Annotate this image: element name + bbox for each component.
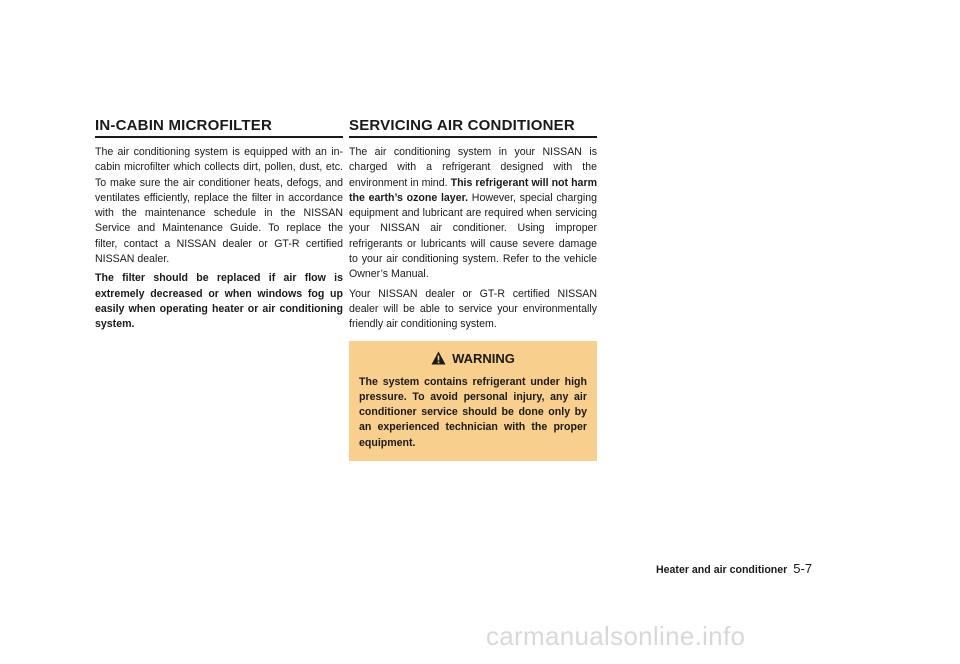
servicing-bold-text: This refrigerant will not harm the earth’s ozone layer. (349, 176, 597, 204)
microfilter-bold-paragraph: The filter should be replaced if air flow is extremely decreased or when windows fog up easily when operating heater or air conditioning system. (95, 272, 343, 331)
warning-title-row (359, 351, 587, 367)
servicing-air-conditioner-heading: SERVICING AIR CONDITIONER (349, 118, 597, 138)
servicing-text-start: The air conditioning system in your NISSAN is charged with a refrigerant designed with the environment in mind. (349, 146, 597, 189)
servicing-paragraph-2: Your NISSAN dealer or GT-R certified NISSAN dealer will be able to service your environmentally friendly air conditioning system. (349, 287, 597, 331)
left-column (95, 118, 343, 337)
warning-title: WARNING (452, 350, 515, 366)
servicing-text-end: However, special charging equipment and lubricant are required when servicing your NISSAN air conditioner. Using improper refrigerants or lubricants will cause severe damage to your air conditioning system. Refer to the vehicle Owner’s Manual. (349, 191, 597, 281)
page-footer (656, 561, 812, 576)
servicing-paragraph-1 (349, 145, 597, 283)
warning-body: The system contains refrigerant under high pressure. To avoid personal injury, any air conditioner service should be done only by an experienced technician with the proper equipment. (359, 375, 587, 449)
page-number: 5-7 (793, 561, 813, 576)
microfilter-paragraph: The air conditioning system is equipped with an in-cabin microfilter which collects dirt, pollen, dust, etc. To make sure the air conditioner heats, defogs, and ventilates efficiently, replace the filter in accordance with the maintenance schedule in the NISSAN Service and Maintenance Guide. To replace the filter, contact a NISSAN dealer or GT-R certified NISSAN dealer. (95, 146, 343, 266)
in-cabin-microfilter-heading: IN-CABIN MICROFILTER (95, 118, 343, 138)
warning-box (349, 341, 597, 461)
warning-triangle-icon (431, 351, 446, 365)
watermark: carmanualsonline.info (486, 621, 746, 651)
footer-section-title: Heater and air conditioner (656, 564, 788, 576)
right-column (349, 118, 597, 461)
